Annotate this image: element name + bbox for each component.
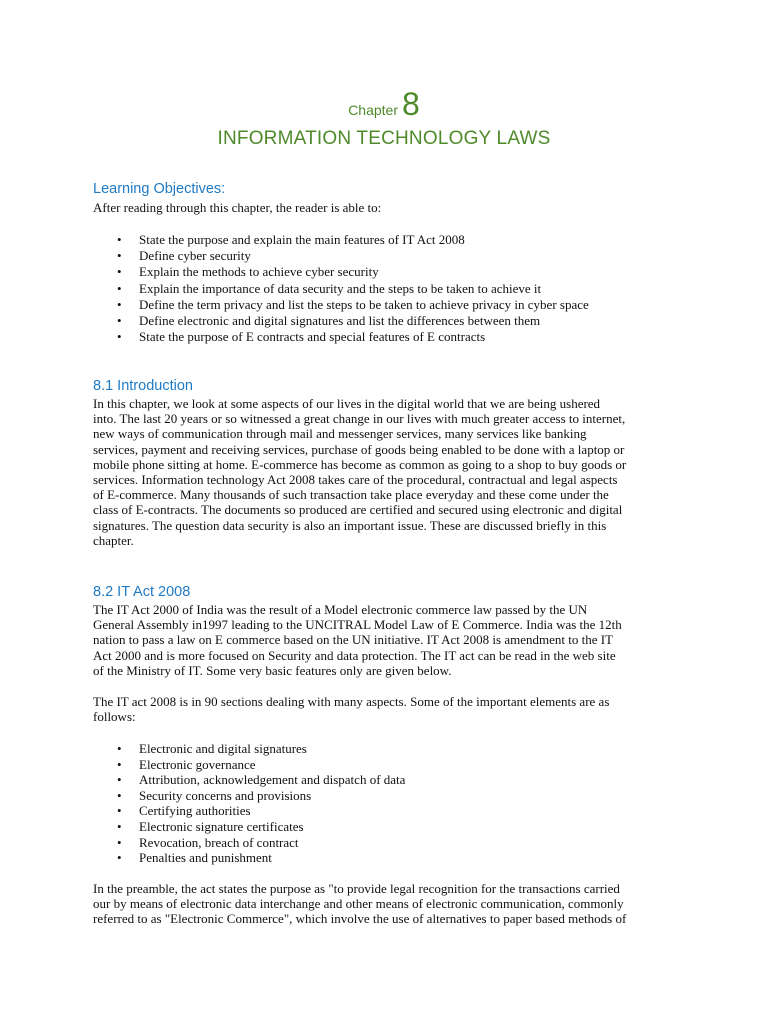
list-item: • State the purpose of E contracts and special features of E contracts	[93, 329, 589, 345]
list-item: • Explain the importance of data security and the steps to be taken to achieve it	[93, 281, 589, 297]
text-line: our by means of electronic data interchange and other means of electronic communication, commonly	[93, 896, 624, 912]
list-item: • Penalties and punishment	[93, 850, 405, 866]
text-line: The IT act 2008 is in 90 sections dealing with many aspects. Some of the important elements are as	[93, 694, 610, 709]
list-item: • Electronic governance	[93, 757, 405, 773]
list-item: • Electronic signature certificates	[93, 819, 405, 835]
section-8-2-paragraph-3	[93, 881, 683, 927]
text-line: follows:	[93, 709, 136, 725]
learning-objectives-list	[93, 232, 589, 345]
list-item: • Explain the methods to achieve cyber security	[93, 264, 589, 280]
text-line: The IT Act 2000 of India was the result of a Model electronic commerce law passed by the UN	[93, 602, 588, 617]
learning-objectives-heading: Learning Objectives:	[93, 181, 226, 197]
section-8-2-paragraph-1	[93, 602, 683, 678]
text-line: into. The last 20 years or so witnessed a great change in our lives with much greater access to internet,	[93, 411, 626, 427]
text-line: referred to as "Electronic Commerce", which involve the use of alternatives to paper based methods of	[93, 911, 627, 927]
it-act-elements-list	[93, 741, 405, 866]
text-line: Act 2000 and is more focused on Security and data protection. The IT act can be read in the web site	[93, 647, 616, 663]
section-8-1-heading: 8.1 Introduction	[93, 378, 193, 394]
text-line: mobile phone sitting at home. E-commerce has become as common as going to a shop to buy goods or	[93, 456, 627, 472]
text-line: signatures. The question data security is also an important issue. These are discussed briefly in this	[93, 517, 607, 533]
text-line: new ways of communication through mail and messenger services, many services like banking	[93, 426, 587, 442]
text-line: chapter.	[93, 532, 134, 548]
list-item: • Security concerns and provisions	[93, 788, 405, 804]
chapter-number: 8	[402, 86, 420, 122]
list-item: • Revocation, breach of contract	[93, 835, 405, 851]
learning-objectives-intro: After reading through this chapter, the reader is able to:	[93, 200, 382, 215]
list-item: • Define the term privacy and list the steps to be taken to achieve privacy in cyber space	[93, 297, 589, 313]
text-line: of the Ministry of IT. Some very basic features only are given below.	[93, 662, 452, 678]
list-item: • Define electronic and digital signatures and list the differences between them	[93, 313, 589, 329]
chapter-word: Chapter	[348, 102, 398, 118]
section-8-2-paragraph-2	[93, 694, 683, 724]
text-line: of E-commerce. Many thousands of such transaction take place everyday and these come under the	[93, 487, 609, 503]
text-line: nation to pass a law on E commerce based on the UN initiative. IT Act 2008 is amendment to the IT	[93, 632, 613, 648]
section-8-2-heading: 8.2 IT Act 2008	[93, 584, 191, 600]
list-item: • Define cyber security	[93, 248, 589, 264]
chapter-label	[0, 88, 768, 120]
list-item: • Attribution, acknowledgement and dispatch of data	[93, 772, 405, 788]
list-item: • Certifying authorities	[93, 803, 405, 819]
text-line: In the preamble, the act states the purpose as "to provide legal recognition for the transactions carried	[93, 881, 620, 896]
text-line: services. Information technology Act 2008 takes care of the procedural, contractual and legal aspects	[93, 472, 618, 488]
text-line: services, payment and receiving services, purchase of goods being enabled to be done with a laptop or	[93, 441, 625, 457]
text-line: class of E-contracts. The documents so produced are certified and secured using electronic and digital	[93, 502, 623, 518]
text-line: In this chapter, we look at some aspects of our lives in the digital world that we are being ushered	[93, 396, 601, 411]
section-8-1-paragraph	[93, 396, 683, 548]
list-item: • Electronic and digital signatures	[93, 741, 405, 757]
chapter-title: INFORMATION TECHNOLOGY LAWS	[217, 128, 551, 149]
list-item: • State the purpose and explain the main features of IT Act 2008	[93, 232, 589, 248]
text-line: General Assembly in1997 leading to the UNCITRAL Model Law of E Commerce. India was the 12th	[93, 617, 622, 633]
